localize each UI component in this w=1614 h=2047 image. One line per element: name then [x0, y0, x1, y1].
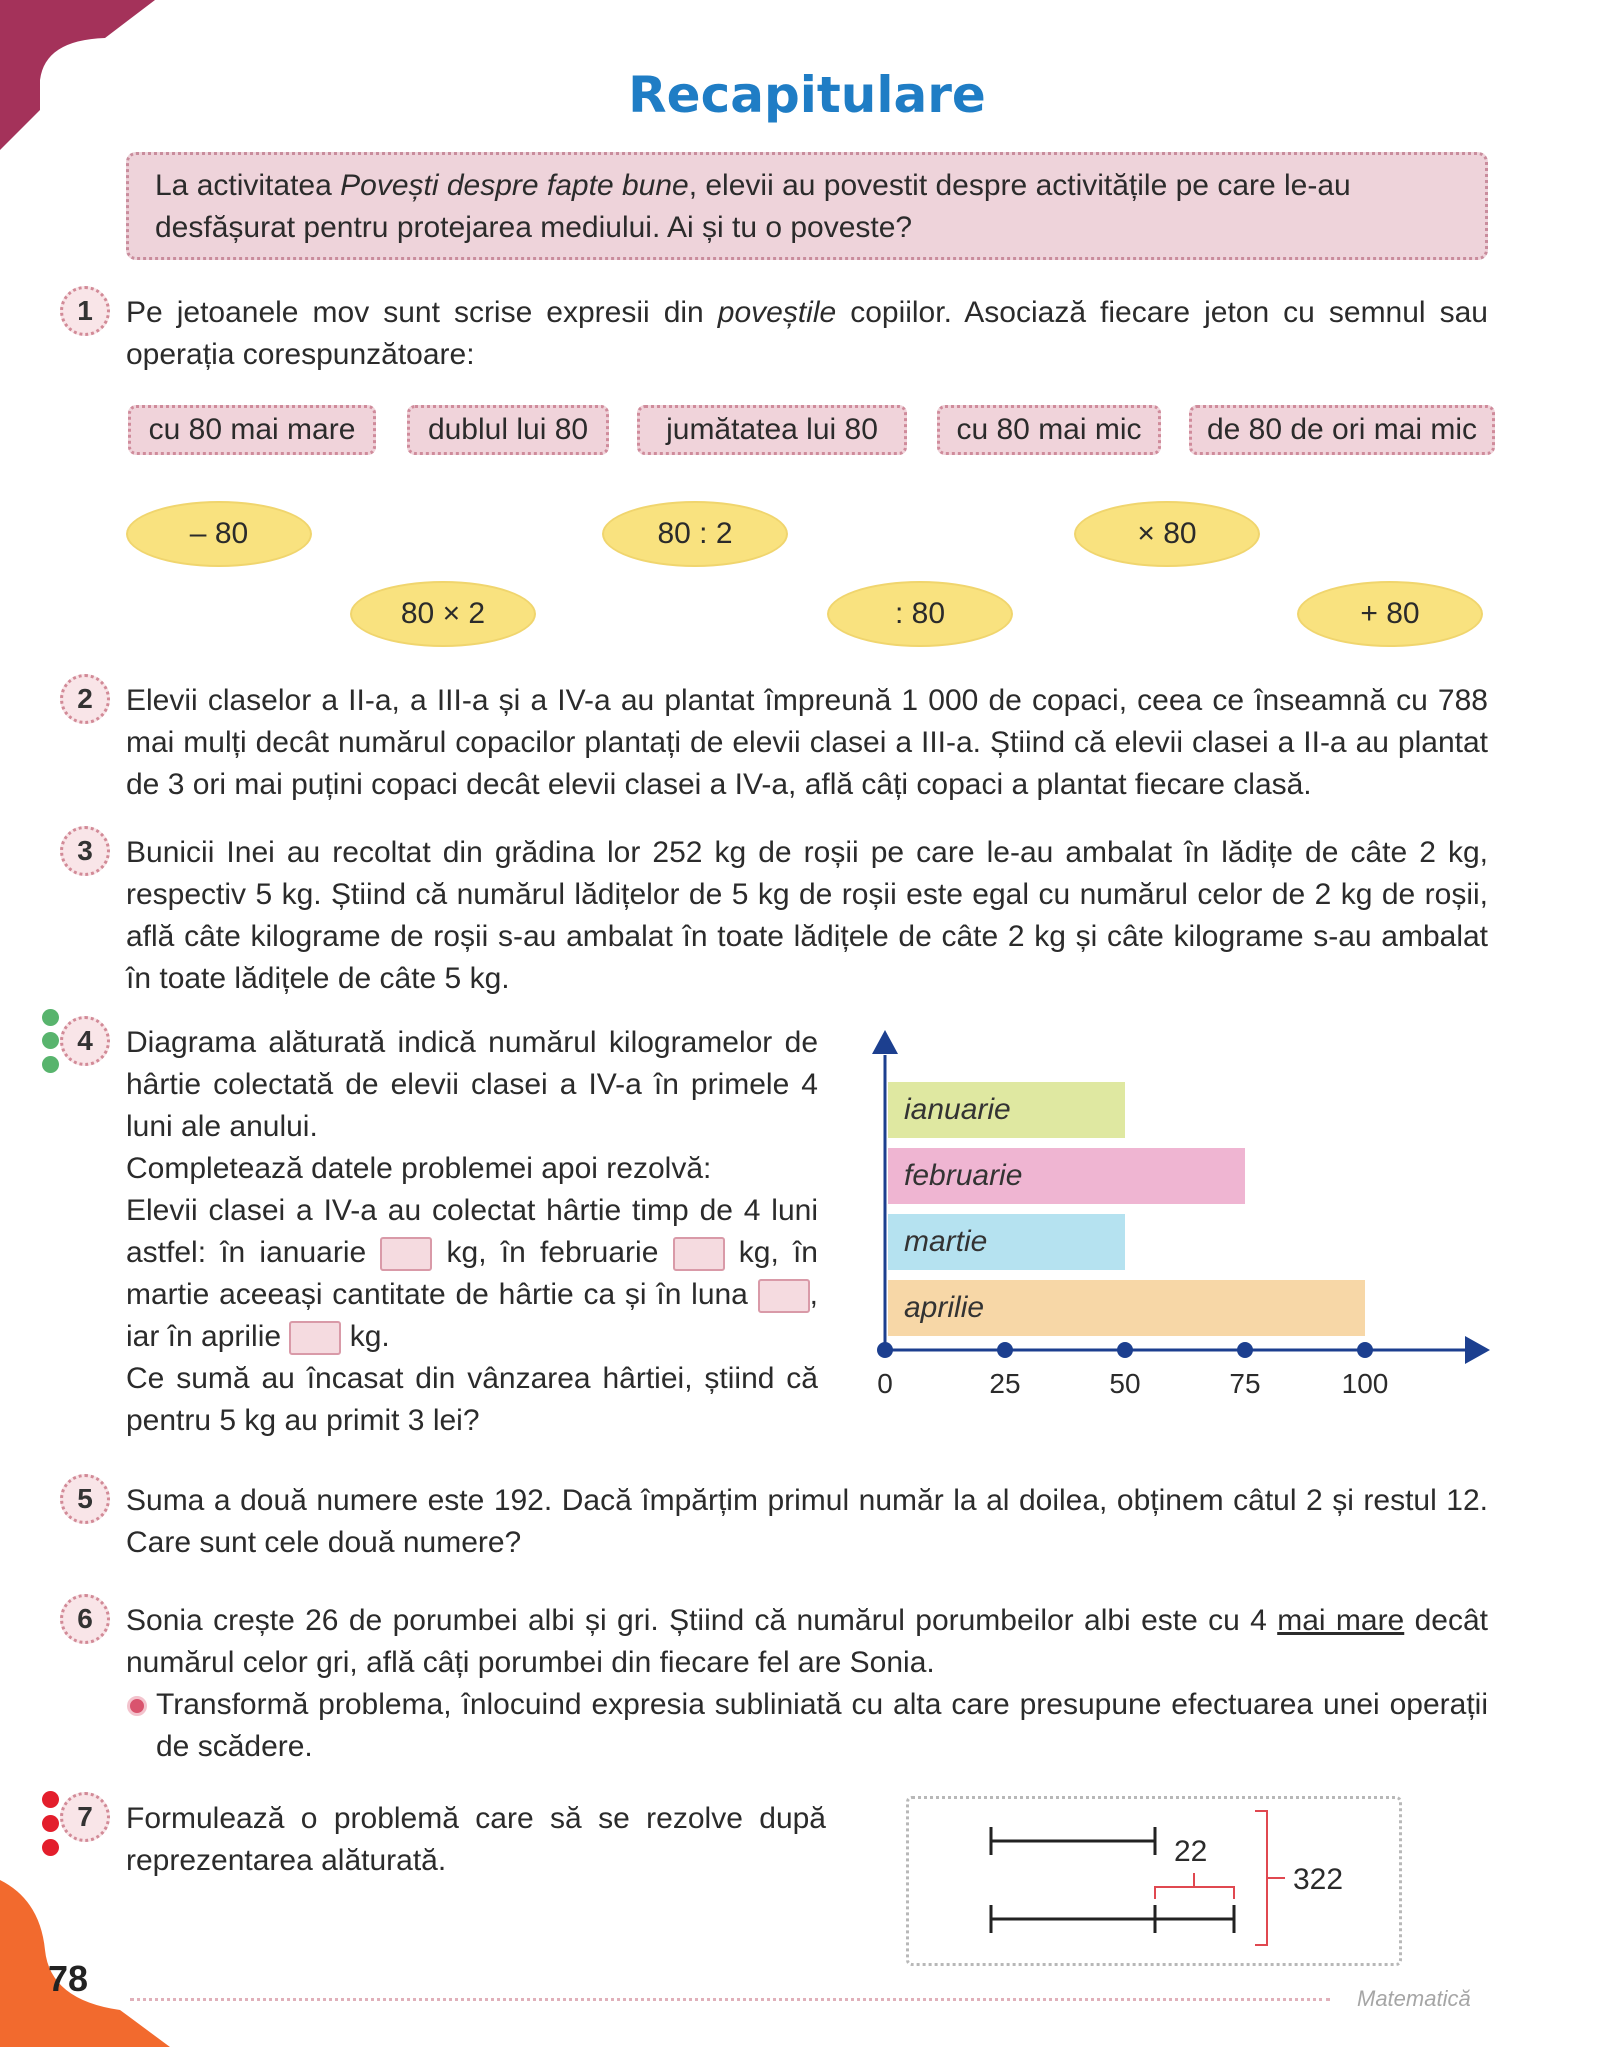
problem-number-4: 4 — [60, 1016, 110, 1066]
problem-5-text: Suma a două numere este 192. Dacă împărțim primul număr la al doilea, obținem câtul 2 și restul 12. Care sunt cele două numere? — [126, 1484, 1488, 1559]
operation-oval-minus[interactable]: – 80 — [126, 501, 312, 567]
bar-ianuarie: ianuarie — [888, 1082, 1125, 1138]
problem-1-text — [126, 292, 1488, 376]
intro-text: La activitatea — [155, 169, 341, 202]
x-tick-label: 0 — [877, 1368, 893, 1399]
x-axis-arrow-icon — [1465, 1336, 1490, 1364]
x-tick-dot — [1357, 1342, 1373, 1358]
blank-aprilie-input[interactable] — [289, 1321, 341, 1355]
difference-label: 22 — [1174, 1835, 1208, 1868]
fill-text-part: kg, în martie aceeași cantitate de hârtie ca și în luna — [126, 1236, 818, 1311]
problem-number-7: 7 — [60, 1792, 110, 1842]
fill-text-part: kg. — [341, 1320, 390, 1353]
bar-chart — [860, 1030, 1500, 1420]
problem-number-6: 6 — [60, 1594, 110, 1644]
x-tick-label: 100 — [1341, 1368, 1389, 1399]
difficulty-dot — [42, 1032, 59, 1049]
problem-4-fill-text — [126, 1190, 818, 1358]
total-label: 322 — [1293, 1863, 1344, 1896]
problem-1-italic: poveștile — [717, 296, 837, 329]
bar-martie: martie — [888, 1214, 1125, 1270]
problem-number-1: 1 — [60, 286, 110, 336]
problem-6-underlined: mai mare — [1277, 1604, 1405, 1637]
problem-1-text-end: copiilor. Asociază fiecare jeton cu semnul sau operația corespunzătoare: — [126, 296, 1488, 371]
problem-6-bullet-text: Transformă problema, înlocuind expresia subliniată cu alta care presupune efectuarea unei operații de scădere. — [156, 1688, 1488, 1763]
difficulty-dot — [42, 1009, 59, 1026]
blank-ianuarie-input[interactable] — [380, 1237, 432, 1271]
intro-text-end: , elevii au povestit despre activitățile pe care le-au desfășurat pentru protejarea mediului. Ai și tu o poveste? — [155, 169, 1351, 244]
token-3[interactable]: jumătatea lui 80 — [637, 405, 907, 455]
problem-number-5: 5 — [60, 1474, 110, 1524]
token-4[interactable]: cu 80 mai mic — [937, 405, 1161, 455]
token-5[interactable]: de 80 de ori mai mic — [1189, 405, 1495, 455]
problem-2-text: Elevii claselor a II-a, a III-a și a IV-a au plantat împreună 1 000 de copaci, ceea ce înseamnă cu 788 mai mulți decât numărul copacilor plantați de elevii clasei a III-a. Știind că elevii clasei a II-a au plantat de 3 ori mai puțini copaci decât elevii clasei a IV-a, află câți copaci a plantat fiecare clasă. — [126, 684, 1488, 801]
intro-italic: Povești despre fapte bune — [340, 169, 689, 202]
page-number: 78 — [48, 1958, 89, 1999]
problem-4-instruction: Completează datele problemei apoi rezolvă: — [126, 1152, 712, 1185]
operation-oval-divide[interactable]: : 80 — [827, 581, 1013, 647]
problem-number-3: 3 — [60, 826, 110, 876]
intro-box — [126, 152, 1488, 260]
operation-oval-times[interactable]: × 80 — [1074, 501, 1260, 567]
x-tick-label: 25 — [989, 1368, 1021, 1399]
problem-number-2: 2 — [60, 674, 110, 724]
difficulty-dot — [42, 1791, 59, 1808]
x-tick-dot — [997, 1342, 1013, 1358]
problem-1-text-start: Pe jetoanele mov sunt scrise expresii din — [126, 296, 718, 329]
x-tick-dot — [877, 1342, 893, 1358]
difficulty-dot — [42, 1815, 59, 1832]
difficulty-dot — [42, 1056, 59, 1073]
token-2[interactable]: dublul lui 80 — [407, 405, 609, 455]
footer-divider — [130, 1998, 1330, 2001]
token-1[interactable]: cu 80 mai mare — [128, 405, 376, 455]
operation-oval-times-2[interactable]: 80 × 2 — [350, 581, 536, 647]
segment-diagram-box — [906, 1796, 1402, 1966]
problem-6-text-end: decât numărul celor gri, află câți porumbei din fiecare fel are Sonia. — [126, 1604, 1488, 1679]
fill-text-part: Elevii clasei a IV-a au colectat hârtie timp de 4 luni astfel: în ianuarie — [126, 1194, 818, 1269]
fill-text-part: kg, în februarie — [432, 1236, 673, 1269]
problem-4-text — [126, 1022, 818, 1442]
problem-4-statement: Diagrama alăturată indică numărul kilogramelor de hârtie colectată de elevii clasei a IV-a în primele 4 luni ale anului. — [126, 1026, 818, 1143]
operation-oval-divide-2[interactable]: 80 : 2 — [602, 501, 788, 567]
x-tick-dot — [1117, 1342, 1133, 1358]
x-tick-dot — [1237, 1342, 1253, 1358]
x-tick-label: 75 — [1229, 1368, 1261, 1399]
difficulty-dot — [42, 1839, 59, 1856]
bar-februarie: februarie — [888, 1148, 1245, 1204]
problem-6-text — [126, 1600, 1488, 1684]
blank-luna-input[interactable] — [758, 1279, 810, 1313]
fill-text-part: , iar în aprilie — [126, 1278, 818, 1353]
page-title: Recapitulare — [628, 66, 986, 124]
bullet-icon — [127, 1696, 147, 1716]
y-axis-arrow-icon — [872, 1030, 898, 1054]
footer-subject: Matematică — [1357, 1986, 1471, 2011]
problem-3-text: Bunicii Inei au recoltat din grădina lor 252 kg de roșii pe care le-au ambalat în lădițe de câte 2 kg, respectiv 5 kg. Știind că numărul lădițelor de 5 kg de roșii este egal cu numărul celor de 2 kg de roșii, află câte kilograme de roșii s-au ambalat în toate lădițele de câte 2 kg și câte kilograme s-au ambalat în toate lădițele de câte 5 kg. — [126, 836, 1488, 995]
bar-aprilie: aprilie — [888, 1280, 1365, 1336]
problem-7-text: Formulează o problemă care să se rezolve după reprezentarea alăturată. — [126, 1802, 826, 1877]
problem-4-question: Ce sumă au încasat din vânzarea hârtiei, știind că pentru 5 kg au primit 3 lei? — [126, 1362, 818, 1437]
blank-februarie-input[interactable] — [673, 1237, 725, 1271]
x-tick-label: 50 — [1109, 1368, 1141, 1399]
problem-6-text-start: Sonia crește 26 de porumbei albi și gri. Știind că numărul porumbeilor albi este cu 4 — [126, 1604, 1278, 1637]
operation-oval-plus[interactable]: + 80 — [1297, 581, 1483, 647]
